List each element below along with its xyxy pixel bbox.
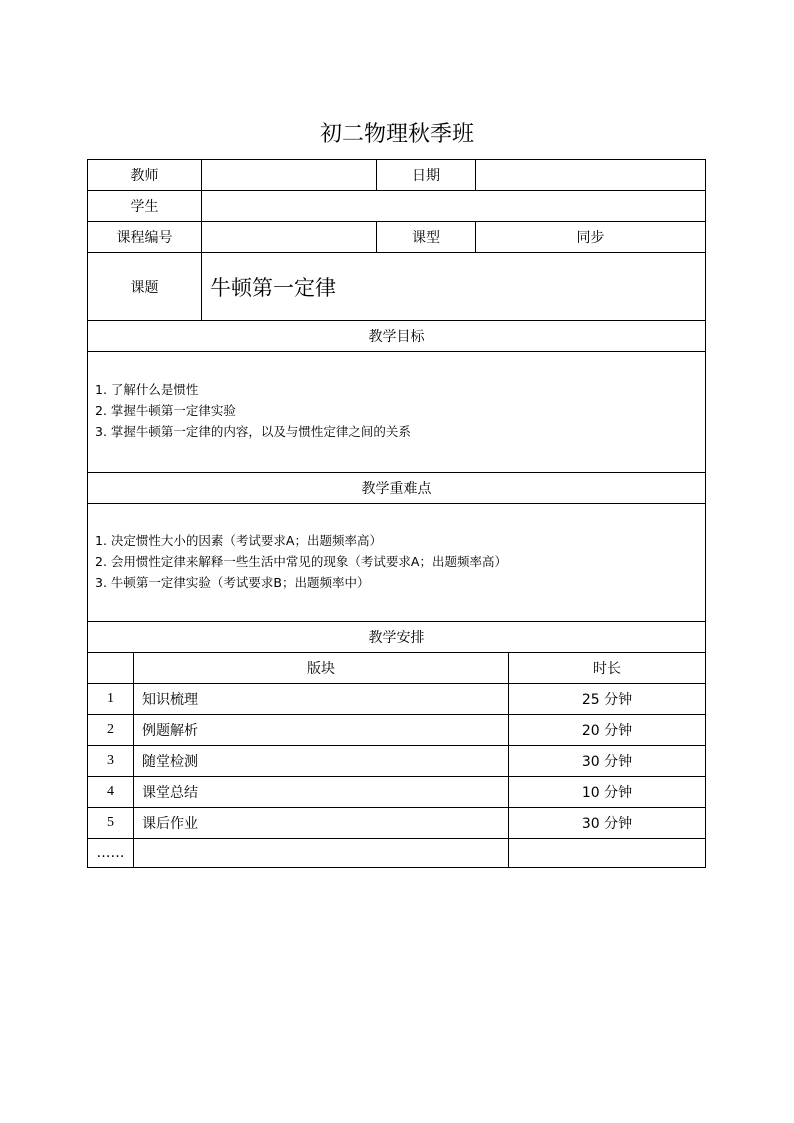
row-divider (88, 351, 705, 352)
student-label: 学生 (130, 199, 159, 215)
teacher-value (202, 160, 376, 190)
row-number: 4 (107, 784, 114, 799)
list-item: 2. 掌握牛顿第一定律实验 (95, 403, 236, 418)
topic-value: 牛顿第一定律 (210, 275, 336, 300)
list-item: 3. 牛顿第一定律实验（考试要求B；出题频率中） (95, 575, 370, 590)
course-type-label: 课型 (412, 230, 440, 246)
schedule-heading: 教学安排 (368, 630, 425, 646)
module-cell: 随堂检测 (142, 754, 198, 770)
list-item: 1. 了解什么是惯性 (95, 382, 199, 397)
module-cell: 课后作业 (142, 816, 198, 832)
duration-column-header: 时长 (593, 661, 621, 677)
objectives-heading: 教学目标 (368, 329, 425, 345)
ellipsis-cell: …… (96, 845, 125, 861)
row-divider (88, 838, 705, 839)
row-number: 3 (107, 753, 114, 768)
student-value (202, 191, 705, 221)
row-number: 2 (107, 722, 114, 737)
date-value (476, 160, 705, 190)
course-no-value (202, 222, 376, 252)
list-item: 3. 掌握牛顿第一定律的内容，以及与惯性定律之间的关系 (95, 424, 411, 439)
key-points-list (88, 530, 707, 593)
duration-cell: 30 分钟 (581, 754, 633, 770)
list-item: 1. 决定惯性大小的因素（考试要求A；出题频率高） (95, 533, 382, 548)
module-cell: 例题解析 (142, 723, 198, 739)
teacher-label: 教师 (130, 168, 159, 184)
list-item: 2. 会用惯性定律来解释一些生活中常见的现象（考试要求A；出题频率高） (95, 554, 507, 569)
module-column-header: 版块 (307, 661, 335, 677)
module-cell: 课堂总结 (142, 785, 198, 801)
lesson-plan-table (87, 159, 706, 868)
topic-label: 课题 (130, 279, 159, 296)
duration-cell: 25 分钟 (581, 692, 633, 708)
row-divider (88, 503, 705, 504)
row-number: 1 (107, 691, 114, 706)
page-title: 初二物理秋季班 (319, 122, 474, 147)
date-label: 日期 (412, 168, 440, 184)
duration-cell: 20 分钟 (581, 723, 633, 739)
duration-cell: 30 分钟 (581, 816, 633, 832)
course-type-value: 同步 (576, 230, 605, 246)
key-points-heading: 教学重难点 (361, 481, 432, 497)
module-cell: 知识梳理 (142, 692, 198, 708)
objectives-list (88, 379, 707, 442)
duration-cell: 10 分钟 (581, 785, 633, 801)
row-number: 5 (107, 815, 114, 830)
course-no-label: 课程编号 (116, 230, 173, 246)
